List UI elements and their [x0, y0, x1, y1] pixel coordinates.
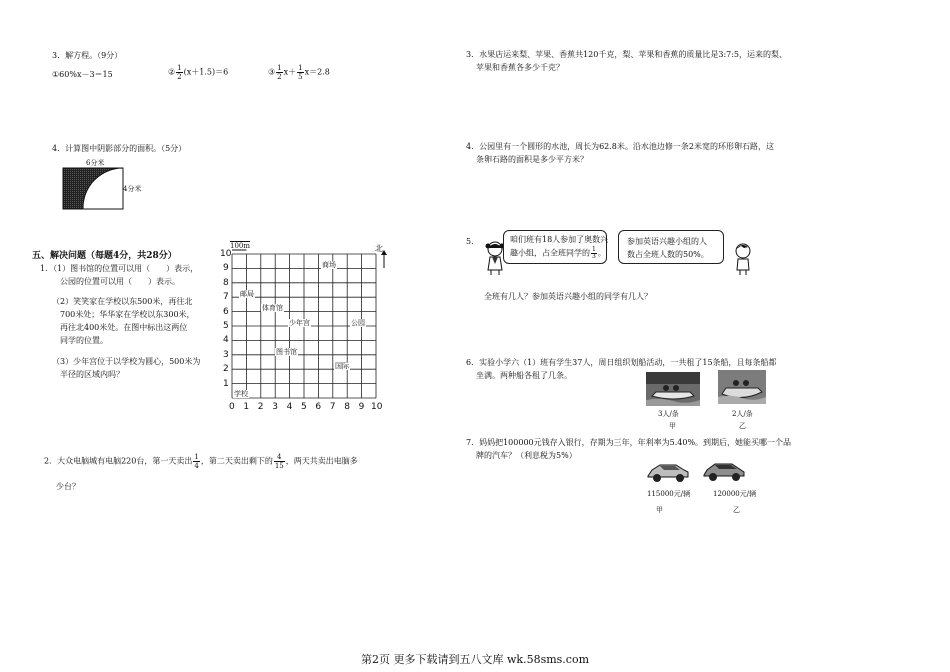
height-label: 4分米: [123, 185, 142, 193]
bubble1-line2: 趣小组，占全班同学的 $\frac{1}{3}$ 。: [510, 246, 606, 260]
y-tick-label: 3: [223, 349, 229, 360]
x-tick-label: 3: [272, 402, 278, 412]
place-school: 学校: [234, 390, 248, 398]
car-b-name: 乙: [733, 506, 740, 514]
place-post: 邮局: [240, 290, 254, 298]
x-tick-label: 10: [371, 402, 383, 412]
boat-b-name: 乙: [739, 422, 746, 430]
r-q5-question: 全班有几人？参加英语兴趣小组的同学有几人？: [484, 292, 652, 301]
r-q3b: 苹果和香蕉各多少千克？: [476, 63, 564, 72]
p2-line1: 2．大众电脑城有电脑220台，第一天卖出 $\frac{1}{4}$ ，第二天卖出剩下的 $\frac{4}{15}$ ，两天共卖出电脑多: [44, 453, 358, 470]
x-tick-label: 9: [358, 402, 365, 412]
equation-2: ② $\frac{1}{2}$ (x＋1.5)＝6: [168, 64, 229, 81]
boat-b-price: 2人/条: [732, 410, 753, 418]
r-q6a: 6．实验小学六（1）班有学生37人，周日组织划船活动，一共租了15条船，且每条船都: [466, 358, 777, 367]
y-tick-label: 6: [223, 306, 229, 317]
boat-b-photo: [718, 370, 766, 404]
speech-bubble-right: [618, 230, 724, 264]
x-tick-label: 6: [315, 402, 322, 412]
y-tick-label: 10: [220, 249, 232, 259]
p1-3b: 半径的区域内吗？: [60, 370, 124, 379]
p1-3a: （3）少年宫位于以学校为圆心，500米为: [52, 357, 201, 366]
bubble2-line2: 数占全班人数的50%。: [627, 250, 709, 259]
p1-2a: （2）笑笑家在学校以东500米，再往北: [52, 297, 193, 306]
equation-1: ①60%x－3＝15: [52, 70, 113, 79]
y-tick-label: 5: [223, 321, 229, 331]
coordinate-map: [220, 240, 390, 420]
north-label: 北: [375, 244, 383, 253]
section5-title: 五、解决问题（每题4分，共28分）: [32, 251, 177, 261]
y-tick-label: 4: [223, 335, 229, 346]
p1-1a: 1．（1）图书馆的位置可以用（ ）表示，: [40, 264, 199, 273]
y-tick-label: 9: [223, 263, 229, 274]
boy-figure: [732, 242, 754, 276]
page-footer: 第2页 更多下载请到五八文库 wk.58sms.com: [361, 653, 589, 666]
x-tick-label: 5: [301, 402, 307, 412]
map-scale: 100m: [230, 242, 250, 250]
place-park: 公园: [351, 319, 365, 327]
r-q4b: 条卵石路的面积是多少平方米？: [476, 155, 588, 164]
x-tick-label: 0: [229, 402, 235, 412]
y-tick-label: 8: [223, 277, 229, 288]
x-tick-label: 1: [243, 402, 250, 412]
x-tick-label: 4: [286, 402, 293, 412]
x-tick-label: 7: [329, 402, 336, 412]
r-q3a: 3．水果店运来梨、苹果、香蕉共120千克，梨、苹果和香蕉的质量比是3:7:5，运来的梨、: [466, 50, 788, 59]
place-youth: 少年宫: [289, 319, 310, 327]
car-b-price: 120000元/辆: [713, 490, 757, 498]
equation-3: ③ $\frac{1}{2}$ x＋ $\frac{1}{5}$ x＝2.8: [268, 64, 330, 81]
r-q7b: 牌的汽车？（利息税为5%）: [476, 451, 577, 460]
q4-title: 4．计算图中阴影部分的面积。（5分）: [52, 144, 187, 153]
y-tick-label: 1: [223, 378, 229, 389]
width-label: 6分米: [86, 159, 105, 167]
boat-a-name: 甲: [669, 422, 676, 430]
x-tick-label: 8: [344, 402, 350, 412]
p1-1b: 公园的位置可以用（ ）表示。: [60, 277, 180, 286]
speech-bubble-left: [503, 230, 607, 264]
r-q7a: 7．妈妈把100000元钱存入银行，存期为三年，年利率为5.40%。到期后，她能买哪一个品: [466, 438, 792, 447]
car-a-image: [646, 460, 690, 484]
car-b-image: [702, 459, 746, 483]
car-a-name: 甲: [656, 506, 663, 514]
boat-a-photo: [646, 372, 700, 406]
y-tick-label: 7: [223, 292, 229, 303]
place-library: 图书馆: [276, 348, 297, 356]
r-q6b: 坐满。两种船各租了几条。: [476, 371, 572, 380]
p1-2c: 再往北400米处。在图中标出这两位: [60, 323, 188, 332]
car-a-price: 115000元/辆: [647, 490, 691, 498]
q3-title: 3．解方程。（9分）: [52, 51, 123, 60]
place-gym: 体育馆: [262, 304, 283, 312]
boat-a-price: 3人/条: [658, 410, 679, 418]
place-cinema: 国际: [335, 362, 349, 370]
bubble2-line1: 参加英语兴趣小组的人: [627, 237, 707, 246]
r-q5-num: 5．: [466, 237, 480, 246]
r-q4a: 4．公园里有一个圆形的水池，周长为62.8米。沿水池边修一条2米宽的环形卵石路，这: [466, 142, 774, 151]
p2-line2: 少台？: [56, 482, 80, 491]
y-tick-label: 2: [223, 364, 229, 375]
x-tick-label: 2: [257, 402, 264, 412]
bubble1-line1: 咱们班有18人参加了奥数兴: [510, 235, 609, 244]
p1-2b: 700米处；华华家在学校以东300米，: [60, 310, 195, 319]
place-mall: 商场: [322, 261, 336, 269]
shaded-figure: [62, 167, 124, 210]
p1-2d: 同学的位置。: [60, 336, 108, 345]
